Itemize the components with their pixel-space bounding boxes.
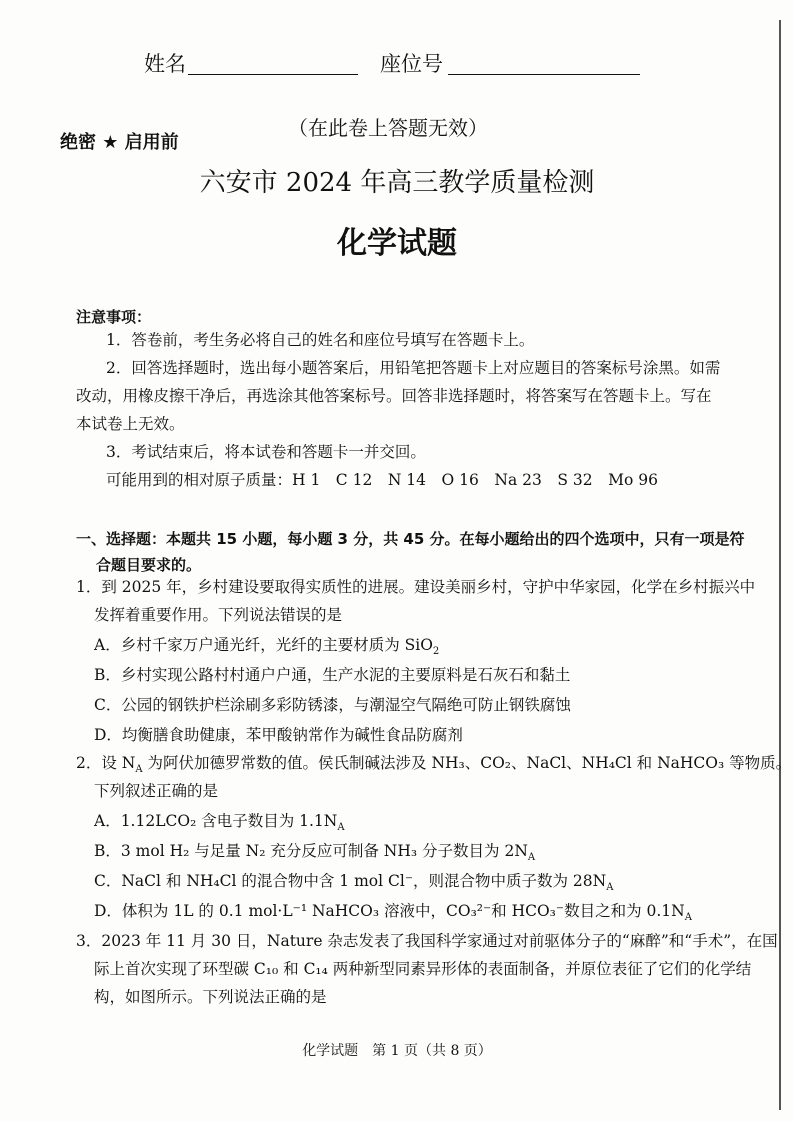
q2-option-d-sub: A [684,912,692,924]
q1-stem-line-1: 1．到 2025 年，乡村建设要取得实质性的进展。建设美丽乡村，守护中华家园，化学在乡村振兴中 [76,578,756,596]
invalid-note: （在此卷上答题无效） [288,116,488,140]
q2-stem-text: 2．设 N [76,754,136,772]
seat-label: 座位号 [380,52,443,76]
candidate-info-row [144,48,664,80]
q1-option-a-text: A．乡村千家万户通光纤，光纤的主要材质为 SiO [94,636,433,654]
notice-item-2-line-1: 2．回答选择题时，选出每小题答案后，用铅笔把答题卡上对应题目的答案标号涂黑。如需 [106,359,721,377]
q2-option-a-text: A．1.12LCO₂ 含电子数目为 1.1N [94,812,338,830]
q2-option-a-sub: A [337,822,345,834]
q3-stem-line-1: 3．2023 年 11 月 30 日，Nature 杂志发表了我国科学家通过对前驱体分子的“麻醉”和“手术”，在国 [76,932,778,950]
name-blank [188,74,358,75]
q2-option-a [94,810,345,839]
q2-option-b [94,840,535,869]
q2-stem-sub: A [135,764,143,776]
section-heading-line-1: 一、选择题：本题共 15 小题，每小题 3 分，共 45 分。在每小题给出的四个选项中，只有一项是符 [76,530,745,548]
section-heading [76,526,776,578]
q2-option-c [94,870,613,899]
q1-option-a [94,634,439,663]
q1-stem-line-2: 发挥着重要作用。下列说法错误的是 [94,606,343,624]
page-footer: 化学试题 第 1 页（共 8 页） [302,1043,492,1059]
notice-item-2-line-2: 改动，用橡皮擦干净后，再选涂其他答案标号。回答非选择题时，将答案写在答题卡上。写在 [76,387,712,405]
notice-item-1: 1．答卷前，考生务必将自己的姓名和座位号填写在答题卡上。 [106,331,535,349]
notice-item-2-line-3: 本试卷上无效。 [76,415,185,433]
q2-stem-line-1 [76,752,791,781]
atomic-masses: 可能用到的相对原子质量：H 1 C 12 N 14 O 16 Na 23 S 32 Mo 96 [106,471,658,489]
q2-option-c-sub: A [606,882,614,894]
q2-option-d-text: D．体积为 1L 的 0.1 mol·L⁻¹ NaHCO₃ 溶液中，CO₃²⁻和 HCO₃⁻数目之和为 0.1N [94,902,685,920]
q1-option-b: B．乡村实现公路村村通户户通，生产水泥的主要原料是石灰石和黏土 [94,666,571,684]
q2-option-b-text: B．3 mol H₂ 与足量 N₂ 充分反应可制备 NH₃ 分子数目为 2N [94,842,528,860]
q1-option-a-sub: 2 [432,646,440,658]
q2-option-d [94,900,692,929]
q2-stem-line-2: 下列叙述正确的是 [94,782,219,800]
q3-stem-line-3: 构，如图所示。下列说法正确的是 [94,988,327,1006]
subject-title: 化学试题 [337,226,457,261]
seat-blank [448,74,640,75]
notice-heading: 注意事项： [76,308,152,326]
confidential-mark: 绝密 ★ 启用前 [60,132,179,153]
q1-option-c: C．公园的钢铁护栏涂刷多彩防锈漆，与潮湿空气隔绝可防止钢铁腐蚀 [94,696,571,714]
notice-item-3: 3．考试结束后，将本试卷和答题卡一并交回。 [106,443,426,461]
q3-stem-line-2: 际上首次实现了环型碳 C₁₀ 和 C₁₄ 两种新型同素异形体的表面制备，并原位表征了它们的化学结 [94,960,752,978]
q2-option-b-sub: A [527,852,536,864]
q1-option-d: D．均衡膳食助健康，苯甲酸钠常作为碱性食品防腐剂 [94,726,463,744]
exam-title: 六安市 2024 年高三教学质量检测 [199,168,595,198]
section-heading-line-2: 合题目要求的。 [96,556,202,574]
q2-stem-rest: 为阿伏加德罗常数的值。侯氏制碱法涉及 NH₃、CO₂、NaCl、NH₄Cl 和 NaHCO₃ 等物质。 [142,754,792,772]
name-label: 姓名 [144,52,186,76]
q2-option-c-text: C．NaCl 和 NH₄Cl 的混合物中含 1 mol Cl⁻，则混合物中质子数为 28N [94,872,607,890]
